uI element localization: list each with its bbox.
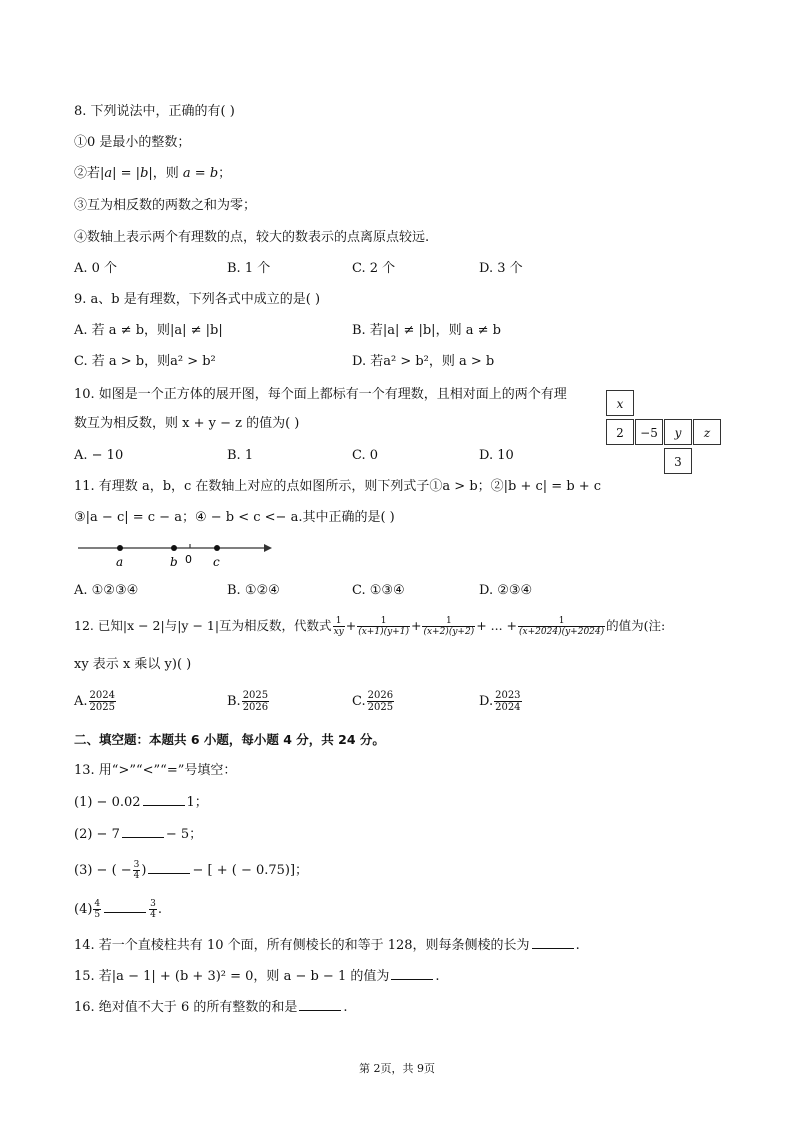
q11-option-c: C. ①③④: [352, 583, 405, 598]
net-cell-3: 3: [664, 448, 692, 474]
q9-option-b: B. 若|a| ≠ |b|，则 a ≠ b: [352, 323, 501, 338]
point-c: [214, 545, 220, 551]
q8-stem: 8. 下列说法中，正确的有( ): [74, 104, 235, 119]
q10-option-c: C. 0: [352, 448, 379, 463]
q8-option-c: C. 2 个: [352, 261, 396, 276]
q16: 16. 绝对值不大于 6 的所有整数的和是 .: [74, 1000, 348, 1015]
page-footer: 第 2页，共 9页: [359, 1062, 435, 1075]
q13-part-4: (4) $\frac{4}{5}$ $\frac{3}{4}$ .: [74, 899, 163, 920]
q9-option-c: C. 若 a > b，则a² > b²: [74, 354, 216, 369]
q9-option-d: D. 若a² > b²，则 a > b: [352, 354, 495, 369]
q10-option-d: D. 10: [479, 448, 514, 463]
q12-frac-2: $\frac{1}{(x+1)(y+1)}$: [358, 616, 409, 637]
net-cell-z: z: [693, 419, 721, 445]
net-cell-y: y: [664, 419, 692, 445]
q12-frac-1: $\frac{1}{xy}$: [333, 616, 344, 637]
label-b: b: [170, 555, 178, 569]
q8-option-a: A. 0 个: [74, 261, 118, 276]
q11-stem-line-2: ③|a − c| = c − a；④ − b < c <− a.其中正确的是( ): [74, 510, 395, 525]
q12-stem-line-2: xy 表示 x 乘以 y)( ): [74, 657, 192, 672]
q8-option-b: B. 1 个: [227, 261, 271, 276]
number-line-figure: [74, 536, 284, 572]
q8-statement-2: ②若|a| = |b|，则 a = b；: [74, 166, 232, 181]
q10-stem-line-1: 10. 如图是一个正方体的展开图，每个面上都标有一个有理数，且相对面上的两个有理: [74, 387, 567, 402]
q10-stem-line-2: 数互为相反数，则 x + y − z 的值为( ): [74, 416, 300, 431]
label-zero: 0: [185, 553, 192, 566]
q8-statement-3: ③互为相反数的两数之和为零；: [74, 198, 257, 213]
q13-stem: 13. 用“>”“<”“=”号填空：: [74, 763, 237, 778]
label-a: a: [116, 555, 124, 569]
q9-stem: 9. a、b 是有理数，下列各式中成立的是( ): [74, 292, 321, 307]
q11-option-d: D. ②③④: [479, 583, 533, 598]
q10-option-a: A. − 10: [74, 448, 124, 463]
section-2-heading: 二、填空题：本题共 6 小题，每小题 4 分，共 24 分。: [74, 732, 385, 747]
q14: 14. 若一个直棱柱共有 10 个面，所有侧棱长的和等于 128，则每条侧棱的长为 .: [74, 938, 580, 953]
cube-net-figure: [606, 390, 722, 474]
q12-option-a: A. $\frac{2024}{2025}$: [74, 690, 115, 713]
q11-option-b: B. ①②④: [227, 583, 280, 598]
q12-frac-3: $\frac{1}{(x+2)(y+2)}$: [423, 616, 475, 637]
q13-part-2: (2) − 7 − 5；: [74, 827, 203, 842]
q8-statement-4: ④数轴上表示两个有理数的点，较大的数表示的点离原点较远.: [74, 230, 430, 245]
net-cell-2: 2: [606, 419, 634, 445]
net-cell-x: x: [606, 390, 634, 416]
point-a: [117, 545, 123, 551]
q11-stem-line-1: 11. 有理数 a，b，c 在数轴上对应的点如图所示，则下列式子①a > b；②|b + c| = b + c: [74, 479, 602, 494]
q8-statement-1: ①0 是最小的整数；: [74, 135, 191, 150]
q13-part-3: (3) − ( − $\frac{3}{4}$ ) − [ + ( − 0.75)]；: [74, 860, 309, 881]
q10-option-b: B. 1: [227, 448, 254, 463]
label-c: c: [213, 555, 220, 569]
q15: 15. 若|a − 1| + (b + 3)² = 0，则 a − b − 1 的值为 .: [74, 969, 440, 984]
q13-part-1: (1) − 0.02 1；: [74, 795, 208, 810]
q12-option-c: C. $\frac{2026}{2025}$: [352, 690, 394, 713]
q12-stem-line-1: 12. 已知|x − 2|与|y − 1|互为相反数，代数式 $\frac{1}{xy}$ + $\frac{1}{(x+1)(y+1)}$ + $\frac{1}{(x+2)(y+2)}$ + ... + $\frac{1}{(x+2024)(y+2024)}$ 的值为(注:: [74, 616, 666, 637]
q12-option-d: D. $\frac{2023}{2024}$: [479, 690, 521, 713]
q12-option-b: B. $\frac{2025}{2026}$: [227, 690, 269, 713]
q11-option-a: A. ①②③④: [74, 583, 139, 598]
net-cell-minus5: −5: [635, 419, 663, 445]
q9-option-a: A. 若 a ≠ b，则|a| ≠ |b|: [74, 323, 223, 338]
q12-frac-4: $\frac{1}{(x+2024)(y+2024)}$: [519, 616, 605, 637]
point-b: [171, 545, 177, 551]
q8-option-d: D. 3 个: [479, 261, 523, 276]
